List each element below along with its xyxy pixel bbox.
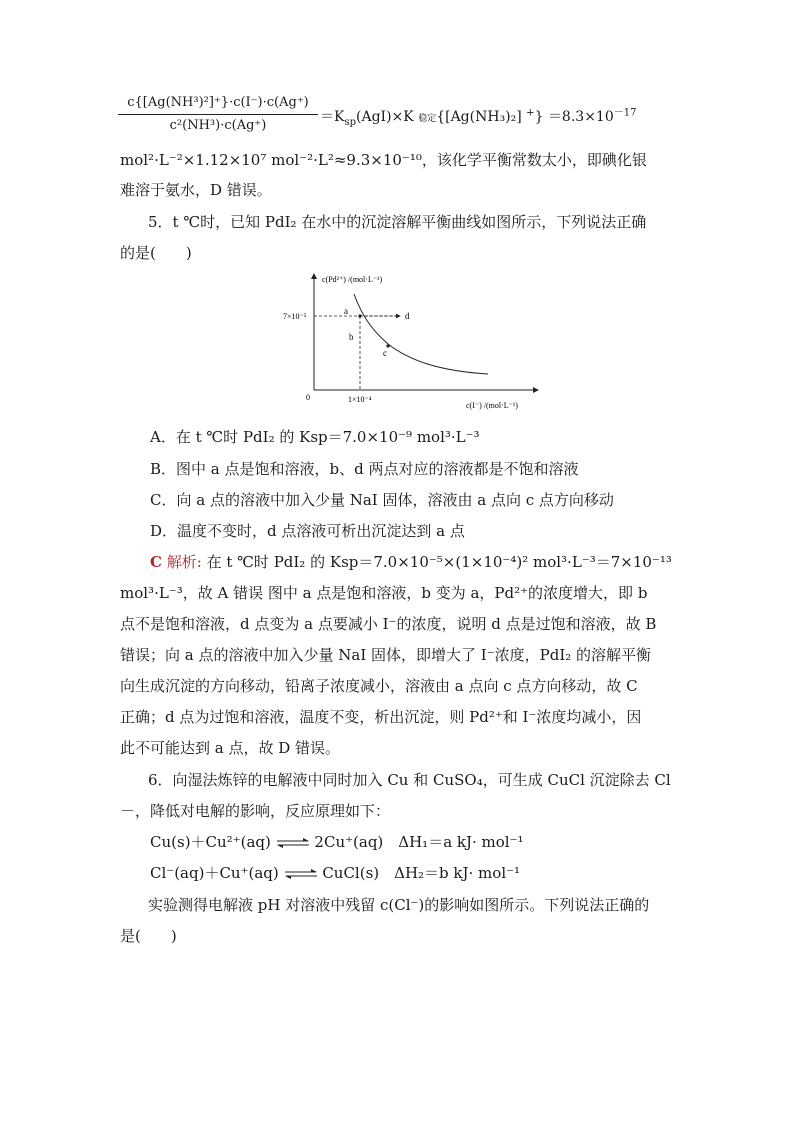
formula-rhs-wen: 稳定	[418, 114, 437, 124]
formula-numerator: c{[Ag(NH³)²]⁺}·c(I⁻)·c(Ag⁺)	[127, 95, 309, 110]
formula-rhs-b: (AgI)×K	[356, 109, 414, 125]
formula-fraction	[118, 94, 318, 135]
x-axis-label: c(I⁻) /(mol·L⁻¹)	[466, 401, 518, 410]
x-tick-label: 1×10⁻⁴	[348, 395, 372, 404]
q5-solubility-graph	[270, 268, 545, 413]
q6-eq1-right: 2Cu⁺(aq) ΔH₁＝a kJ· mol⁻¹	[314, 833, 524, 851]
q5-analysis-line-7: 此不可能达到 a 点，故 D 错误。	[120, 739, 341, 757]
q6-eq1-left: Cu(s)＋Cu²⁺(aq)	[150, 833, 271, 851]
q5-answer: C	[150, 553, 162, 571]
formula-rhs-a: ＝K	[320, 109, 345, 125]
q5-analysis-line-5: 向生成沉淀的方向移动，铅离子浓度减小，溶液由 a 点向 c 点方向移动，故 C	[120, 677, 638, 695]
q6-equation-1	[150, 832, 524, 852]
text-line-3: 难溶于氨水，D 错误。	[120, 181, 272, 199]
q6-line-3: 实验测得电解液 pH 对溶液中残留 c(Cl⁻)的影响如图所示。下列说法正确的	[148, 896, 650, 914]
q5-option-a: A．在 t ℃时 PdI₂ 的 Ksp＝7.0×10⁻⁹ mol³·L⁻³	[150, 428, 480, 446]
q6-line-1: 6．向湿法炼锌的电解液中同时加入 Cu 和 CuSO₄，可生成 CuCl 沉淀除去 Cl	[148, 771, 671, 789]
point-a-dot	[358, 314, 361, 317]
equilibrium-arrow-icon	[276, 838, 310, 848]
formula-rhs-exp: －17	[613, 107, 637, 119]
q5-line-2: 的是( )	[120, 244, 192, 262]
equilibrium-curve	[354, 294, 488, 374]
q5-analysis-line-3: 点不是饱和溶液，d 点变为 a 点要减小 I⁻的浓度，说明 d 点是过饱和溶液，故 B	[120, 615, 657, 633]
origin-label: 0	[306, 393, 310, 402]
q6-line-4: 是( )	[120, 927, 177, 945]
q5-option-b: B．图中 a 点是饱和溶液，b、d 两点对应的溶液都是不饱和溶液	[150, 460, 579, 478]
q5-analysis-label: 解析:	[166, 553, 202, 571]
point-d-label: d	[405, 311, 410, 321]
formula-rhs-d: }	[534, 109, 544, 125]
point-b-label: b	[349, 332, 354, 342]
q6-equation-2	[150, 863, 520, 883]
q5-analysis-text-1: 在 t ℃时 PdI₂ 的 Ksp＝7.0×10⁻⁵×(1×10⁻⁴)² mol³·L⁻³＝7×10⁻¹³	[206, 553, 672, 571]
q6-line-2: －，降低对电解的影响，反应原理如下：	[120, 802, 391, 820]
formula-rhs-c: {[Ag(NH₃)₂]	[436, 109, 522, 125]
formula-denominator: c²(NH³)·c(Ag⁺)	[169, 118, 267, 133]
text-line-2: mol²·L⁻²×1.12×10⁷ mol⁻²·L²≈9.3×10⁻¹⁰，该化学平衡常数太小，即碘化银	[120, 151, 647, 169]
y-axis-label: c(Pd²⁺) /(mol·L⁻¹)	[322, 275, 383, 284]
q6-eq2-right: CuCl(s) ΔH₂＝b kJ· mol⁻¹	[322, 864, 521, 882]
q5-option-d: D．温度不变时，d 点溶液可析出沉淀达到 a 点	[150, 522, 465, 540]
q5-line-1: 5．t ℃时，已知 PdI₂ 在水中的沉淀溶解平衡曲线如图所示，下列说法正确	[148, 213, 647, 231]
formula-rhs	[320, 106, 636, 126]
formula-rhs-plus: +	[526, 107, 535, 119]
point-c-label: c	[383, 348, 387, 358]
q5-analysis-line-6: 正确；d 点为过饱和溶液，温度不变，析出沉淀，则 Pd²⁺和 I⁻浓度均减小，因	[120, 708, 642, 726]
equilibrium-arrow-icon	[284, 869, 318, 879]
q5-analysis-line-4: 错误；向 a 点的溶液中加入少量 NaI 固体，即增大了 I⁻浓度，PdI₂ 的溶解平衡	[120, 646, 652, 664]
q5-analysis-line-1	[150, 552, 672, 572]
fraction-bar	[118, 114, 318, 115]
q5-analysis-line-2: mol³·L⁻³，故 A 错误 图中 a 点是饱和溶液，b 变为 a，Pd²⁺的浓度增大，即 b	[120, 584, 648, 602]
point-a-label: a	[344, 306, 348, 316]
formula-rhs-sp: sp	[344, 116, 357, 128]
y-tick-label: 7×10⁻⁵	[283, 312, 307, 321]
q6-eq2-left: Cl⁻(aq)＋Cu⁺(aq)	[150, 864, 279, 882]
formula-rhs-e: ＝8.3×10	[547, 109, 614, 125]
q5-option-c: C．向 a 点的溶液中加入少量 NaI 固体，溶液由 a 点向 c 点方向移动	[150, 491, 614, 509]
